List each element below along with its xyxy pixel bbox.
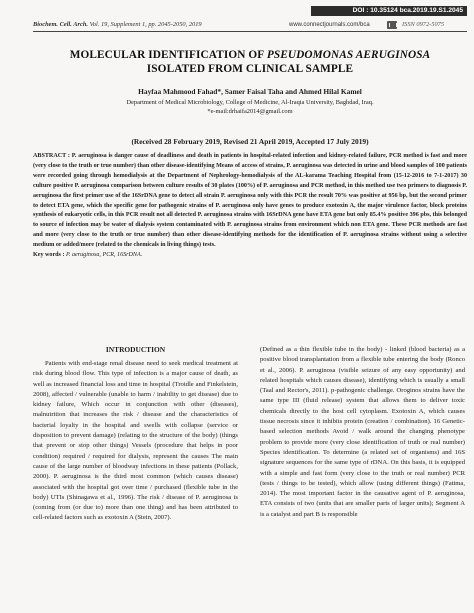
- journal-name: Biochem. Cell. Arch.: [33, 21, 88, 28]
- journal-logo-icon: [387, 21, 397, 29]
- journal-header: [33, 20, 467, 30]
- introduction-heading: INTRODUCTION: [105, 345, 166, 354]
- title-line1-italic: PSEUDOMONAS AERUGINOSA: [266, 49, 431, 61]
- keywords-label: Key words :: [33, 252, 65, 259]
- affiliation-department: Department of Medical Microbiology, College of Medicine, Al-Iraqia University, Baghdad, Iraq.: [126, 99, 374, 106]
- keywords-line: [33, 251, 467, 261]
- journal-volume-pages: Vol. 19, Supplement 1, pp. 2045-2050, 2019: [89, 21, 202, 28]
- journal-citation: [33, 20, 202, 30]
- header-divider: [33, 31, 467, 32]
- doi-label[interactable]: DOI : 10.35124 bca.2019.19.S1.2045: [311, 6, 467, 16]
- abstract-block: [33, 152, 467, 261]
- abstract-text: ABSTRACT : P. aeruginosa is danger cause of deadliness and death in patients in hospital-related infection and kidney-related failure, PCR method is fast and more (very close to the truth or true number) than other disease-identifying Means of access of strains, P. aeruginosa was detected in urine and blood samples of 100 patients were recorded going through hemodialysis at the Department of Nephrology-hemodialysis of the AL-karama Teaching Hospital from (15-12-2016 to 7-1-2017) 30 culture positive P. aeruginosa comparison between culture results of 30 plates (100%) of P. aeruginosa and PCR method, in this method use two primers to diagnosis P. aeruginosa the first primer use of the 16SrDNA gene to detect all strain P. aeruginosa only with this PCR the result 70% was positive at 956 bp, but the second primer to detect ETA gene, which the specific gene for pathogenic strains of P. aeruginosa only have genes to produce exotoxin A, the major virulence factor, block proteins synthesis of eukaryotic cells, in this PCR result not all detected P. aeruginosa strains with 16SrDNA gene have ETA gene but only 85.4% positive 396 pbs, this belonged to source of infection may be water of dialysis system contaminated with P. aeruginosa strains from environment which non ETA gene. These PCR methods are fast and more (very close to the truth or true number) than other disease-identifying methods for the identification of P. aeruginosa strains without using a selective medium or added/more (related to the chemicals in living things) tests.: [33, 153, 467, 249]
- author-email[interactable]: *e-mail:drhaifa2014@gmail.com: [207, 108, 293, 115]
- title-line1: MOLECULAR IDENTIFICATION OF: [69, 49, 264, 61]
- keywords-values: P. aeruginosa, PCR, 16SrDNA.: [66, 252, 143, 259]
- introduction-paragraph-right: (Defined as a thin flexible tube in the body) - linked (blood bacteria) as a positive blood transplantation from a flexible tube entering the body (Ronco et al., 2006). P. aeruginosa (visible seizure of any easy opportunity) and related hospitals which causes disease), identifying which is usually a small (Taal and Rector's, 2011). p-pathogenic challenge. Oroginos strains have the same type III (fluid release) system that allows them to deliver toxic chemicals directly to the host cell cytoplasm. Exotoxin A, which causes tissue necrosis since it inhibits protein (creation / combination). 16 Genetic-based selection methods Avoid / walk around the changing phenotype problem to provide more (very close identification of truth or real number) Species identification. To determine (a related set of organisms) and 16S signature sequences for the same type of rDNA. On this basis, it is equipped with a simple and fast form (very close to the truth or real number) PCR (tests / things to be tested), which allow (using different things) (Fatima, 2014). The most important factor in the causative agent of P. aeruginosa, ETA consists of two (units that are smaller parts of larger units); Segment A is a catalyst and part B is responsible: [260, 346, 465, 518]
- issn-label: ISSN 0972-5075: [402, 21, 445, 28]
- author-list: Hayfaa Mahmood Fahad*, Samer Faisal Taha and Ahmed Hilal Kamel: [138, 87, 362, 96]
- body-column-right: [260, 345, 465, 520]
- received-dates: (Received 28 February 2019, Revised 21 April 2019, Accepted 17 July 2019): [131, 137, 369, 146]
- paper-title: [33, 48, 467, 76]
- body-column-left: [33, 345, 238, 524]
- introduction-paragraph-left: Patients with end-stage renal disease need to seek medical treatment at risk during blood flow. This type of infection is a major cause of death, as well as increased financial loss and time in hospital (Troidle and Finkelstein, 2008), affected / vulnerable (unable to harm / inability to get disease) due to kidney failure, Which occur in conjunction with other (diseases), malnutrition that increases the risk / disease and the characteristics of bacterial loyalty in the hospital and swells with collapse (service or disposition to prevent damage) (relating to the structure of the body) (things that prevent or stop other things) Vessels (procedure that helps in poor condition) required / required for dialysis, represent the causes The main cause of the large number of bloodway infections in these patients (Pollack, 2000). P. aeruginosa is the third most common (which causes disease) associated with the hospital got over time / purchased (flexible tube in the body) UTIs (Shinagawa et al., 1996). The risk / disease of P. aeruginosa is (coming from (or due to) more than one thing) and has been attributed to cell-related factors such as exotoxin A (Stein, 2007).: [33, 360, 238, 522]
- journal-website-link[interactable]: www.connectjournals.com/bca: [289, 22, 370, 28]
- title-line2: ISOLATED FROM CLINICAL SAMPLE: [146, 63, 354, 75]
- affiliation: [33, 98, 467, 116]
